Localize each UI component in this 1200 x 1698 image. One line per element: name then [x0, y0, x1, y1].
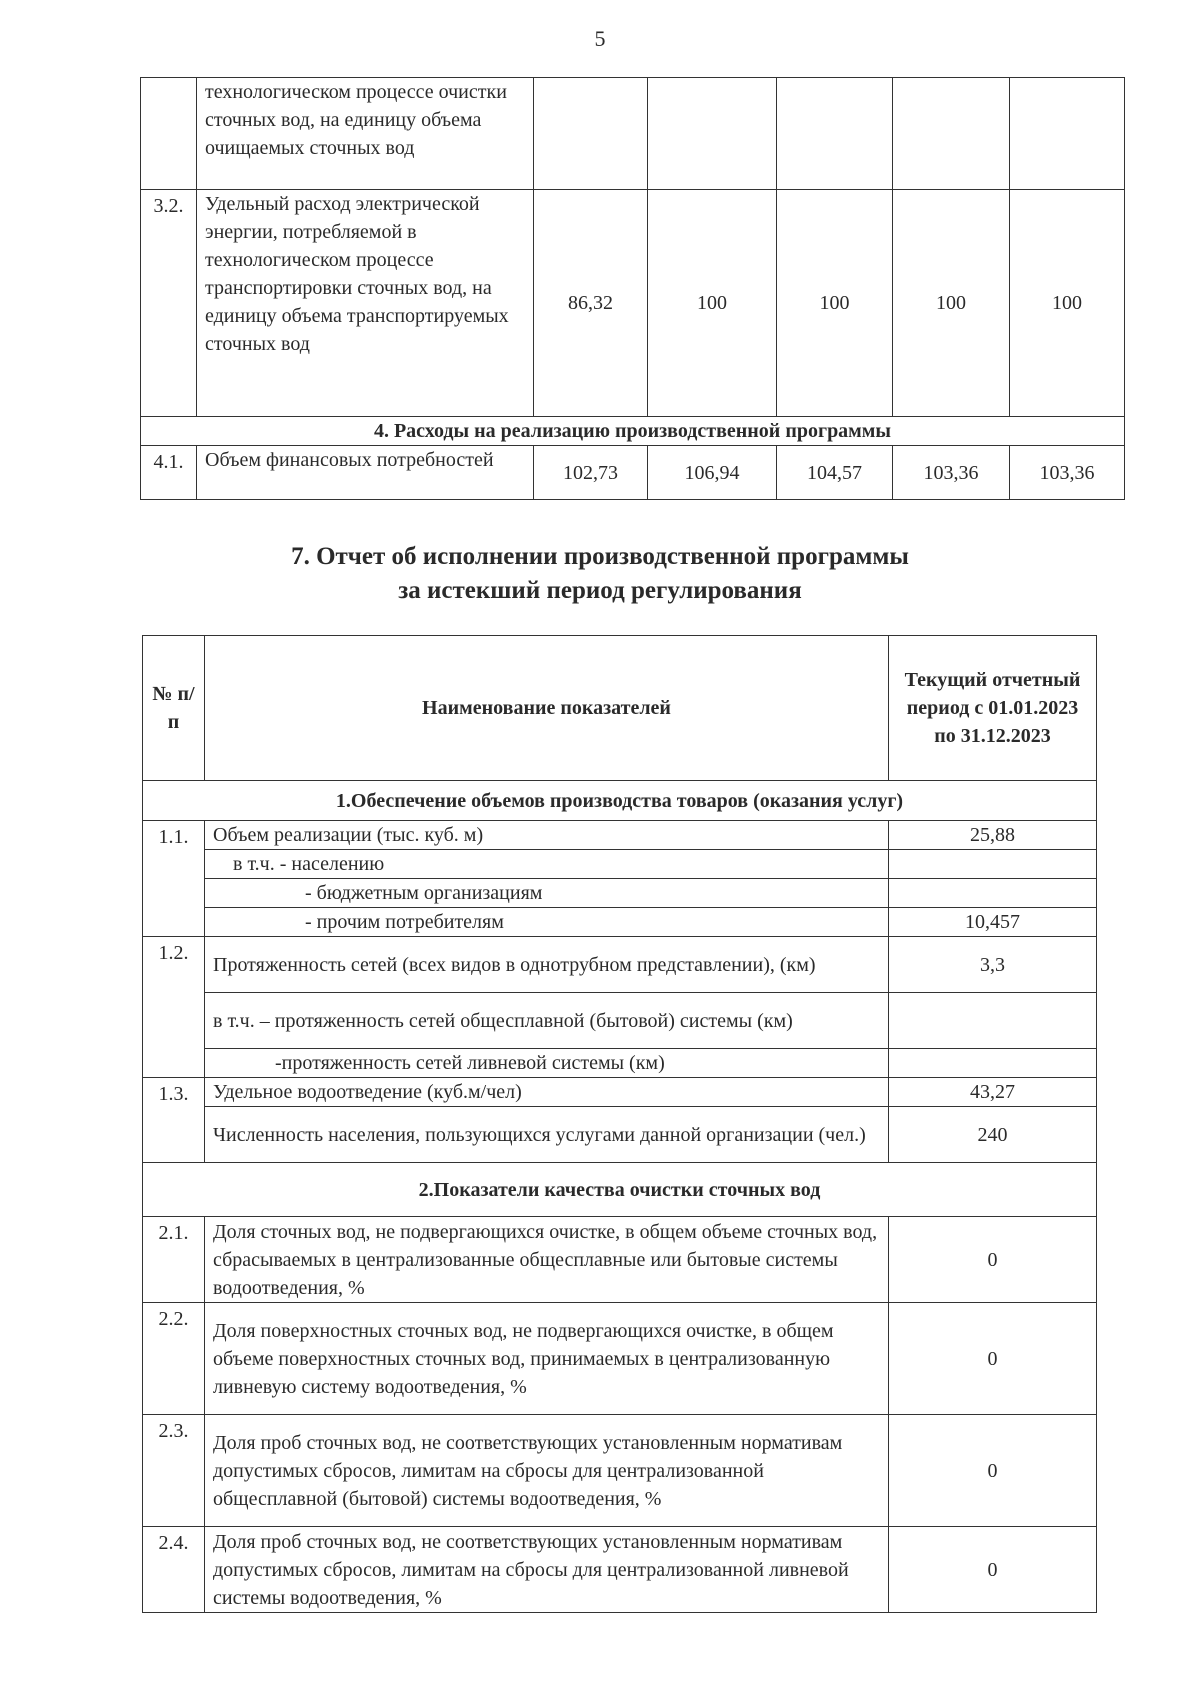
row-value: 100	[777, 190, 893, 417]
row-number: 1.3.	[143, 1078, 205, 1163]
page-number: 5	[594, 26, 606, 51]
row-value: 100	[648, 190, 777, 417]
row-value	[1010, 78, 1125, 190]
report-table	[142, 635, 1097, 1613]
row-number: 3.2.	[141, 190, 197, 417]
table-row	[143, 1415, 1097, 1527]
row-name: в т.ч. - населению	[205, 850, 889, 879]
table-row	[143, 908, 1097, 937]
row-value	[889, 1049, 1097, 1078]
section-title: 2.Показатели качества очистки сточных вод	[143, 1163, 1097, 1217]
row-value	[893, 78, 1010, 190]
row-value	[777, 78, 893, 190]
row-value: 3,3	[889, 937, 1097, 993]
row-value	[889, 850, 1097, 879]
table-row	[143, 879, 1097, 908]
row-number: 2.2.	[143, 1303, 205, 1415]
row-name: Объем финансовых потребностей	[197, 446, 534, 500]
row-number: 4.1.	[141, 446, 197, 500]
row-value: 25,88	[889, 821, 1097, 850]
row-name: Протяженность сетей (всех видов в однотрубном представлении), (км)	[205, 937, 889, 993]
row-name: в т.ч. – протяженность сетей общесплавной (бытовой) системы (км)	[205, 993, 889, 1049]
row-value: 0	[889, 1527, 1097, 1613]
row-name: - прочим потребителям	[205, 908, 889, 937]
header-name: Наименование показателей	[205, 636, 889, 781]
section-row	[143, 781, 1097, 821]
section-heading-line1: 7. Отчет об исполнении производственной программы	[291, 543, 909, 570]
section-title: 1.Обеспечение объемов производства товаров (оказания услуг)	[143, 781, 1097, 821]
row-value: 102,73	[534, 446, 648, 500]
row-name: технологическом процессе очистки сточных вод, на единицу объема очищаемых сточных вод	[197, 78, 534, 190]
section-heading-line2: за истекший период регулирования	[398, 577, 802, 604]
row-name: Объем реализации (тыс. куб. м)	[205, 821, 889, 850]
row-name: Доля сточных вод, не подвергающихся очистке, в общем объеме сточных вод, сбрасываемых в централизованные общесплавные или бытовые системы водоотведения, %	[205, 1217, 889, 1303]
table-row	[143, 850, 1097, 879]
section-row	[141, 417, 1125, 446]
table-row	[143, 1107, 1097, 1163]
row-name: Удельный расход электрической энергии, потребляемой в технологическом процессе транспортировки сточных вод, на единицу объема транспортируемых сточных вод	[197, 190, 534, 417]
table-row	[143, 821, 1097, 850]
table-row	[143, 1049, 1097, 1078]
table-row	[143, 1217, 1097, 1303]
row-value: 104,57	[777, 446, 893, 500]
table-row	[143, 937, 1097, 993]
row-name: Доля проб сточных вод, не соответствующих установленным нормативам допустимых сбросов, лимитам на сбросы для централизованной ливневой системы водоотведения, %	[205, 1527, 889, 1613]
table-row	[143, 993, 1097, 1049]
row-name: Удельное водоотведение (куб.м/чел)	[205, 1078, 889, 1107]
row-number: 1.2.	[143, 937, 205, 1078]
row-value	[648, 78, 777, 190]
row-name: Численность населения, пользующихся услугами данной организации (чел.)	[205, 1107, 889, 1163]
row-name: - бюджетным организациям	[205, 879, 889, 908]
row-value: 100	[1010, 190, 1125, 417]
table-row	[141, 446, 1125, 500]
row-number: 2.1.	[143, 1217, 205, 1303]
row-value: 0	[889, 1217, 1097, 1303]
indicators-table-continued	[140, 77, 1125, 500]
row-value: 10,457	[889, 908, 1097, 937]
header-number: № п/п	[143, 636, 205, 781]
row-number: 2.3.	[143, 1415, 205, 1527]
section-title: 4. Расходы на реализацию производственной программы	[141, 417, 1125, 446]
table-row	[143, 1078, 1097, 1107]
table-row	[143, 1527, 1097, 1613]
row-name: Доля проб сточных вод, не соответствующих установленным нормативам допустимых сбросов, лимитам на сбросы для централизованной общесплавной (бытовой) системы водоотведения, %	[205, 1415, 889, 1527]
row-value: 43,27	[889, 1078, 1097, 1107]
row-value	[889, 993, 1097, 1049]
row-value: 106,94	[648, 446, 777, 500]
row-name: Доля поверхностных сточных вод, не подвергающихся очистке, в общем объеме поверхностных сточных вод, принимаемых в централизованную ливневую систему водоотведения, %	[205, 1303, 889, 1415]
row-value: 103,36	[893, 446, 1010, 500]
header-period: Текущий отчетный период с 01.01.2023 по 31.12.2023	[889, 636, 1097, 781]
table-row	[141, 190, 1125, 417]
table-row	[143, 1303, 1097, 1415]
section-row	[143, 1163, 1097, 1217]
row-number	[141, 78, 197, 190]
row-number: 2.4.	[143, 1527, 205, 1613]
header-row	[143, 636, 1097, 781]
row-value: 86,32	[534, 190, 648, 417]
row-value: 100	[893, 190, 1010, 417]
row-value: 0	[889, 1415, 1097, 1527]
table-row	[141, 78, 1125, 190]
row-value: 240	[889, 1107, 1097, 1163]
row-value: 0	[889, 1303, 1097, 1415]
row-value	[534, 78, 648, 190]
row-value: 103,36	[1010, 446, 1125, 500]
row-name: -протяженность сетей ливневой системы (км)	[205, 1049, 889, 1078]
row-number: 1.1.	[143, 821, 205, 937]
row-value	[889, 879, 1097, 908]
section-heading	[0, 540, 1200, 608]
